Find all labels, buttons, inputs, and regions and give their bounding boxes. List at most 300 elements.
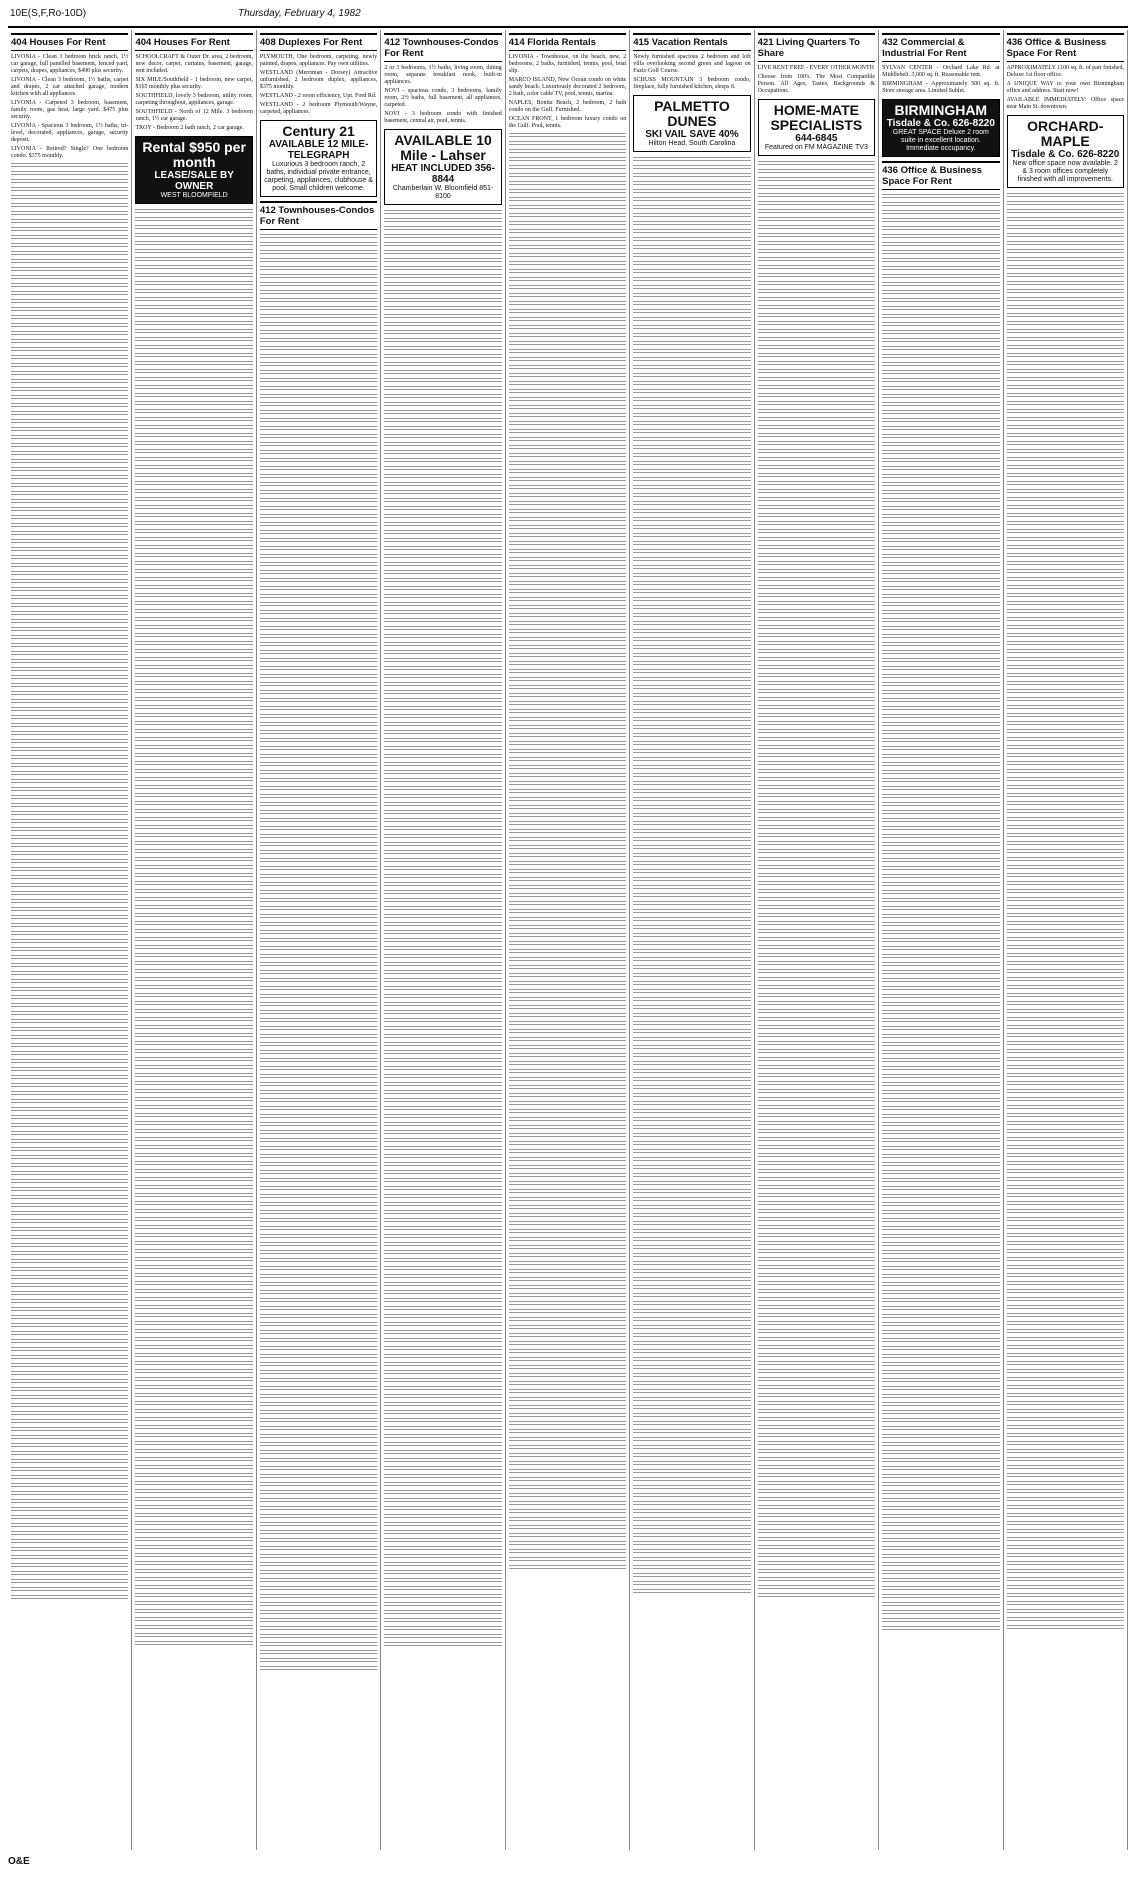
text-filler	[135, 1240, 252, 1247]
text-filler	[135, 1304, 252, 1311]
text-filler	[1007, 592, 1124, 599]
text-filler	[633, 1052, 750, 1059]
text-filler	[509, 1212, 626, 1219]
text-filler	[384, 433, 501, 440]
text-filler	[11, 1010, 128, 1017]
text-filler	[882, 201, 999, 208]
text-filler	[633, 1484, 750, 1491]
text-filler	[882, 793, 999, 800]
text-filler	[882, 777, 999, 784]
text-filler	[758, 200, 875, 207]
text-filler	[135, 624, 252, 631]
text-filler	[11, 578, 128, 585]
text-filler	[11, 1386, 128, 1393]
text-filler	[11, 210, 128, 217]
text-filler	[882, 769, 999, 776]
text-filler	[260, 1489, 377, 1496]
text-filler	[260, 1265, 377, 1272]
text-filler	[260, 1121, 377, 1128]
text-filler	[1007, 800, 1124, 807]
section-heading: 415 Vacation Rentals	[633, 33, 750, 51]
text-filler	[509, 844, 626, 851]
text-filler	[11, 1490, 128, 1497]
text-filler	[135, 1536, 252, 1543]
text-filler	[758, 1448, 875, 1455]
text-filler	[384, 385, 501, 392]
text-filler	[260, 329, 377, 336]
text-filler	[633, 1148, 750, 1155]
text-filler	[260, 1153, 377, 1160]
text-filler	[11, 1362, 128, 1369]
text-filler	[633, 180, 750, 187]
text-filler	[11, 1146, 128, 1153]
text-filler	[260, 249, 377, 256]
text-filler	[384, 809, 501, 816]
text-filler	[260, 1473, 377, 1480]
text-filler	[633, 1220, 750, 1227]
text-filler	[11, 1498, 128, 1505]
text-filler	[758, 888, 875, 895]
text-filler	[384, 273, 501, 280]
text-filler	[384, 481, 501, 488]
text-filler	[633, 1540, 750, 1547]
text-filler	[509, 652, 626, 659]
text-filler	[11, 1530, 128, 1537]
text-filler	[135, 496, 252, 503]
text-filler	[384, 657, 501, 664]
display-ad-t: Hilton Head, South Carolina	[648, 140, 736, 147]
text-filler	[882, 1385, 999, 1392]
text-filler	[260, 1105, 377, 1112]
text-filler	[633, 868, 750, 875]
text-filler	[1007, 1608, 1124, 1615]
text-filler	[1007, 1416, 1124, 1423]
text-filler	[509, 1188, 626, 1195]
text-filler	[260, 1353, 377, 1360]
text-filler	[260, 777, 377, 784]
text-filler	[758, 1072, 875, 1079]
display-ad-h1: HOME-MATE SPECIALISTS	[770, 102, 863, 133]
text-filler	[758, 256, 875, 263]
text-filler	[509, 492, 626, 499]
text-filler	[384, 473, 501, 480]
text-filler	[633, 908, 750, 915]
text-filler	[1007, 216, 1124, 223]
classified-ad: PLYMOUTH, One bedroom, carpeting, newly painted, drapes, appliances. Pay own utilities.	[259, 54, 378, 67]
text-filler	[633, 620, 750, 627]
text-filler	[384, 1401, 501, 1408]
text-filler	[633, 452, 750, 459]
text-filler	[1007, 1304, 1124, 1311]
text-filler	[11, 690, 128, 697]
text-filler	[633, 412, 750, 419]
text-filler	[633, 668, 750, 675]
text-filler	[1007, 328, 1124, 335]
text-filler	[509, 996, 626, 1003]
text-filler	[633, 956, 750, 963]
text-filler	[260, 1193, 377, 1200]
text-filler	[384, 1465, 501, 1472]
text-filler	[758, 1232, 875, 1239]
text-filler	[11, 866, 128, 873]
text-filler	[135, 1640, 252, 1647]
text-filler	[260, 505, 377, 512]
text-filler	[11, 1130, 128, 1137]
text-filler	[882, 601, 999, 608]
text-filler	[758, 816, 875, 823]
text-filler	[384, 601, 501, 608]
classified-ad: SYLVAN CENTER - Orchard Lake Rd. at Middlebelt. 3,000 sq. ft. Reasonable rent.	[882, 65, 1000, 78]
text-filler	[758, 656, 875, 663]
text-filler	[509, 756, 626, 763]
text-filler	[509, 948, 626, 955]
text-filler	[882, 729, 999, 736]
text-filler	[260, 761, 377, 768]
text-filler	[1007, 1376, 1124, 1383]
text-filler	[633, 1564, 750, 1571]
text-filler	[509, 452, 626, 459]
text-filler	[11, 1242, 128, 1249]
text-filler	[260, 1209, 377, 1216]
text-filler	[758, 640, 875, 647]
text-filler	[882, 1105, 999, 1112]
text-filler	[882, 1457, 999, 1464]
text-filler	[509, 1556, 626, 1563]
text-filler	[633, 1468, 750, 1475]
text-filler	[11, 562, 128, 569]
text-filler	[1007, 1520, 1124, 1527]
text-filler	[135, 1624, 252, 1631]
text-filler	[509, 1300, 626, 1307]
section-heading: 412 Townhouses-Condos For Rent	[384, 33, 501, 62]
text-filler	[1007, 1504, 1124, 1511]
text-filler	[509, 1164, 626, 1171]
text-filler	[509, 900, 626, 907]
text-filler	[11, 1090, 128, 1097]
text-filler	[633, 604, 750, 611]
text-filler	[11, 618, 128, 625]
text-filler	[758, 440, 875, 447]
text-filler	[758, 1424, 875, 1431]
text-filler	[260, 1281, 377, 1288]
text-filler	[135, 808, 252, 815]
text-filler	[758, 248, 875, 255]
text-filler	[260, 449, 377, 456]
text-filler	[384, 673, 501, 680]
text-filler	[633, 1372, 750, 1379]
section-heading: 412 Townhouses-Condos For Rent	[260, 201, 377, 230]
text-filler	[758, 288, 875, 295]
text-filler	[758, 968, 875, 975]
text-filler	[384, 633, 501, 640]
text-filler	[260, 1289, 377, 1296]
text-filler	[11, 602, 128, 609]
text-filler	[384, 977, 501, 984]
text-filler	[882, 1137, 999, 1144]
text-filler	[260, 1665, 377, 1672]
text-filler	[758, 1472, 875, 1479]
text-filler	[882, 1057, 999, 1064]
text-filler	[633, 1156, 750, 1163]
text-filler	[758, 560, 875, 567]
text-filler	[135, 1184, 252, 1191]
text-filler	[11, 338, 128, 345]
text-filler	[260, 1521, 377, 1528]
text-filler	[1007, 1480, 1124, 1487]
text-filler	[509, 732, 626, 739]
text-filler	[135, 1632, 252, 1639]
text-filler	[633, 316, 750, 323]
text-filler	[1007, 360, 1124, 367]
text-filler	[1007, 1432, 1124, 1439]
text-filler	[384, 1041, 501, 1048]
text-filler	[260, 713, 377, 720]
text-filler	[509, 212, 626, 219]
text-filler	[509, 1380, 626, 1387]
text-filler	[135, 1432, 252, 1439]
text-filler	[135, 992, 252, 999]
text-filler	[11, 1562, 128, 1569]
text-filler	[882, 465, 999, 472]
text-filler	[384, 1505, 501, 1512]
text-filler	[758, 584, 875, 591]
text-filler	[882, 1577, 999, 1584]
text-filler	[1007, 984, 1124, 991]
text-filler	[509, 700, 626, 707]
text-filler	[135, 720, 252, 727]
text-filler	[11, 426, 128, 433]
section-heading: 436 Office & Business Space For Rent	[1007, 33, 1124, 62]
text-filler	[758, 464, 875, 471]
text-filler	[1007, 1512, 1124, 1519]
text-filler	[11, 778, 128, 785]
text-filler	[135, 744, 252, 751]
text-filler	[509, 324, 626, 331]
text-filler	[384, 1145, 501, 1152]
text-filler	[384, 1361, 501, 1368]
text-filler	[882, 1561, 999, 1568]
text-filler	[135, 208, 252, 215]
text-filler	[260, 265, 377, 272]
text-filler	[509, 708, 626, 715]
text-filler	[633, 652, 750, 659]
text-filler	[633, 420, 750, 427]
text-filler	[135, 600, 252, 607]
text-filler	[135, 952, 252, 959]
text-filler	[11, 202, 128, 209]
text-filler	[1007, 784, 1124, 791]
text-filler	[260, 321, 377, 328]
classified-ad: NOVI - 3 bedroom condo with finished basement, central air, pool, tennis.	[384, 111, 502, 124]
text-filler	[135, 688, 252, 695]
page-header	[8, 4, 1128, 28]
text-filler	[135, 368, 252, 375]
text-filler	[384, 1553, 501, 1560]
text-filler	[882, 561, 999, 568]
text-filler	[633, 524, 750, 531]
text-filler	[633, 1276, 750, 1283]
text-filler	[260, 537, 377, 544]
text-filler	[633, 276, 750, 283]
text-filler	[633, 1404, 750, 1411]
classified-columns	[8, 30, 1128, 1850]
text-filler	[135, 344, 252, 351]
text-filler	[260, 1577, 377, 1584]
text-filler	[758, 544, 875, 551]
text-filler	[1007, 208, 1124, 215]
text-filler	[384, 1009, 501, 1016]
text-filler	[509, 740, 626, 747]
text-filler	[1007, 872, 1124, 879]
text-filler	[384, 1177, 501, 1184]
text-filler	[384, 577, 501, 584]
text-filler	[384, 937, 501, 944]
text-filler	[1007, 1088, 1124, 1095]
text-filler	[384, 945, 501, 952]
text-filler	[1007, 1016, 1124, 1023]
text-filler	[135, 1296, 252, 1303]
text-filler	[384, 409, 501, 416]
text-filler	[384, 857, 501, 864]
text-filler	[135, 1152, 252, 1159]
display-ad-h2: HEAT INCLUDED 356-8844	[391, 163, 495, 185]
text-filler	[509, 1420, 626, 1427]
text-filler	[633, 260, 750, 267]
text-filler	[758, 352, 875, 359]
text-filler	[758, 792, 875, 799]
text-filler	[11, 514, 128, 521]
text-filler	[882, 1513, 999, 1520]
text-filler	[260, 1241, 377, 1248]
text-filler	[384, 1025, 501, 1032]
text-filler	[509, 1452, 626, 1459]
text-filler	[1007, 1048, 1124, 1055]
text-filler	[260, 897, 377, 904]
text-filler	[1007, 1400, 1124, 1407]
text-filler	[509, 468, 626, 475]
text-filler	[509, 604, 626, 611]
text-filler	[633, 964, 750, 971]
classified-ad: LIVONIA - Carpeted 3 bedroom, basement, family room, gas heat, large yard. $475 plus security.	[11, 100, 129, 120]
text-filler	[509, 1140, 626, 1147]
text-filler	[758, 360, 875, 367]
text-filler	[882, 713, 999, 720]
text-filler	[135, 544, 252, 551]
text-filler	[260, 817, 377, 824]
text-filler	[1007, 1320, 1124, 1327]
text-filler	[633, 188, 750, 195]
text-filler	[633, 884, 750, 891]
text-filler	[633, 1036, 750, 1043]
text-filler	[384, 1249, 501, 1256]
text-filler	[882, 697, 999, 704]
text-filler	[509, 220, 626, 227]
text-filler	[135, 1328, 252, 1335]
text-filler	[384, 1329, 501, 1336]
text-filler	[509, 1388, 626, 1395]
text-filler	[11, 1266, 128, 1273]
text-filler	[260, 345, 377, 352]
text-filler	[384, 649, 501, 656]
classified-column	[132, 30, 256, 1850]
text-filler	[509, 972, 626, 979]
text-filler	[260, 481, 377, 488]
text-filler	[633, 820, 750, 827]
text-filler	[384, 1513, 501, 1520]
text-filler	[260, 1081, 377, 1088]
text-filler	[1007, 1392, 1124, 1399]
text-filler	[260, 625, 377, 632]
text-filler	[384, 393, 501, 400]
text-filler	[882, 705, 999, 712]
text-filler	[882, 1529, 999, 1536]
text-filler	[509, 1356, 626, 1363]
text-filler	[260, 809, 377, 816]
text-filler	[1007, 1208, 1124, 1215]
text-filler	[135, 1280, 252, 1287]
text-filler	[260, 1561, 377, 1568]
text-filler	[135, 960, 252, 967]
classified-column	[381, 30, 505, 1850]
text-filler	[384, 1617, 501, 1624]
text-filler	[509, 1340, 626, 1347]
text-filler	[135, 872, 252, 879]
text-filler	[509, 564, 626, 571]
text-filler	[509, 588, 626, 595]
text-filler	[135, 1048, 252, 1055]
text-filler	[11, 298, 128, 305]
text-filler	[1007, 1616, 1124, 1623]
text-filler	[135, 816, 252, 823]
text-filler	[135, 1160, 252, 1167]
text-filler	[509, 764, 626, 771]
text-filler	[135, 920, 252, 927]
text-filler	[509, 1220, 626, 1227]
text-filler	[11, 266, 128, 273]
text-filler	[11, 458, 128, 465]
text-filler	[1007, 824, 1124, 831]
text-filler	[384, 1081, 501, 1088]
text-filler	[509, 748, 626, 755]
text-filler	[11, 1066, 128, 1073]
text-filler	[11, 1522, 128, 1529]
text-filler	[882, 425, 999, 432]
text-filler	[11, 978, 128, 985]
text-filler	[633, 596, 750, 603]
text-filler	[135, 248, 252, 255]
text-filler	[1007, 1584, 1124, 1591]
text-filler	[758, 416, 875, 423]
text-filler	[135, 448, 252, 455]
text-filler	[260, 1161, 377, 1168]
text-filler	[11, 762, 128, 769]
text-filler	[758, 216, 875, 223]
text-filler	[260, 465, 377, 472]
text-filler	[633, 1340, 750, 1347]
text-filler	[1007, 1592, 1124, 1599]
text-filler	[758, 872, 875, 879]
text-filler	[1007, 400, 1124, 407]
text-filler	[758, 1528, 875, 1535]
text-filler	[758, 432, 875, 439]
text-filler	[758, 688, 875, 695]
text-filler	[882, 1161, 999, 1168]
text-filler	[135, 360, 252, 367]
text-filler	[11, 1018, 128, 1025]
text-filler	[633, 948, 750, 955]
text-filler	[882, 881, 999, 888]
text-filler	[758, 1392, 875, 1399]
